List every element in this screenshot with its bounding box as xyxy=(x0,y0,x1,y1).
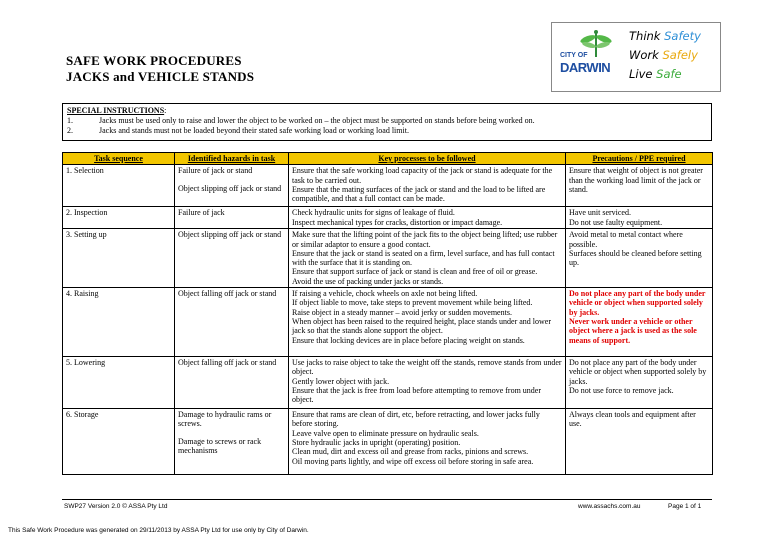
footer-version: SWP27 Version 2.0 © ASSA Pty Ltd xyxy=(64,503,168,510)
task-label: 2. Inspection xyxy=(66,208,108,218)
cell-line: Ensure that the jack is free from load before attempting to remove from under object. xyxy=(292,385,542,405)
task-label: 5. Lowering xyxy=(66,358,106,368)
hazards-cell xyxy=(175,409,289,475)
city-of-darwin-logo xyxy=(558,27,614,87)
cell-line: Object slipping off jack or stand xyxy=(178,183,282,193)
slogan-live-safe xyxy=(629,67,682,81)
hazards-cell xyxy=(175,207,289,229)
special-instruction-item xyxy=(67,126,707,136)
cell-line: Never work under a vehicle or other object where a jack is used as the sole means of support. xyxy=(569,316,697,345)
cell-line: When object has been raised to the required height, place stands under and lower jack so that the stands alone support the object. xyxy=(292,316,552,336)
slogan-accent: Safety xyxy=(664,29,701,43)
cell-line: Ensure that the mating surfaces of the jack or stand and the load to be lifted are compatible, and that a full contact can be made. xyxy=(292,184,546,204)
precautions-cell xyxy=(566,288,713,357)
item-number: 1. xyxy=(67,116,73,125)
footer-url: www.assachs.com.au xyxy=(578,503,641,510)
footer-page-number: Page 1 of 1 xyxy=(668,503,702,510)
slogan-think-safety xyxy=(629,29,701,43)
table-row xyxy=(63,409,713,475)
cell-line: Always clean tools and equipment after use. xyxy=(569,410,696,429)
cell-line: Gently lower object with jack. xyxy=(292,376,390,386)
cell-line: Raise object in a steady manner – avoid jerky or sudden movements. xyxy=(292,307,512,317)
task-label: 6. Storage xyxy=(66,410,99,420)
cell-line: Store hydraulic jacks in upright (operating) position. xyxy=(292,437,461,447)
slogan-work-safely xyxy=(629,48,698,62)
special-instruction-item xyxy=(67,116,707,126)
key-processes-cell xyxy=(289,165,566,207)
precautions-cell xyxy=(566,357,713,409)
precautions-cell xyxy=(566,207,713,229)
cell-line: Object slipping off jack or stand xyxy=(178,230,282,240)
task-sequence-cell xyxy=(63,229,175,288)
hazards-cell xyxy=(175,165,289,207)
cell-line: Inspect mechanical types for cracks, distortion or impact damage. xyxy=(292,217,503,227)
cell-line: Ensure that the safe working load capacity of the jack or stand is adequate for the task to be carried out. xyxy=(292,166,553,185)
precautions-cell xyxy=(566,229,713,288)
cell-line xyxy=(178,429,285,437)
special-instructions-box xyxy=(62,103,712,141)
key-processes-cell xyxy=(289,229,566,288)
generation-note: This Safe Work Procedure was generated on 29/11/2013 by ASSA Pty Ltd for use only by City of Darwin. xyxy=(8,527,309,534)
task-label: 4. Raising xyxy=(66,289,99,299)
cell-line: Do not place any part of the body under vehicle or object when supported solely by jacks. xyxy=(569,289,706,317)
cell-line: If raising a vehicle, chock wheels on axle not being lifted. xyxy=(292,289,478,299)
cell-line: Damage to hydraulic rams or screws. xyxy=(178,410,272,429)
cell-line: Failure of jack or stand xyxy=(178,166,253,176)
header-key-processes: Key processes to be followed xyxy=(289,153,566,165)
task-sequence-cell xyxy=(63,409,175,475)
task-label: 3. Setting up xyxy=(66,230,107,240)
city-of-darwin-logo-box xyxy=(551,22,721,92)
slogan-plain: Think xyxy=(629,29,665,43)
cell-line: Ensure that rams are clean of dirt, etc, before retracting, and lower jacks fully before storing. xyxy=(292,410,540,429)
key-processes-cell xyxy=(289,288,566,357)
table-row xyxy=(63,207,713,229)
table-row xyxy=(63,288,713,357)
key-processes-cell xyxy=(289,357,566,409)
cell-line: Surfaces should be cleaned before setting up. xyxy=(569,248,702,268)
cell-line: Check hydraulic units for signs of leakage of fluid. xyxy=(292,208,455,218)
cell-line: Object falling off jack or stand xyxy=(178,358,277,368)
special-instructions-header: SPECIAL INSTRUCTIONS: xyxy=(67,106,167,115)
task-sequence-cell xyxy=(63,288,175,357)
key-processes-cell xyxy=(289,207,566,229)
cell-line: Make sure that the lifting point of the jack fits to the object being lifted; use rubber or similar adaptor to ensure a good contact. xyxy=(292,230,558,249)
item-number: 2. xyxy=(67,126,73,135)
hazards-cell xyxy=(175,288,289,357)
precautions-cell xyxy=(566,409,713,475)
cell-line: Ensure that locking devices are in place before placing weight on stands. xyxy=(292,335,525,345)
header-identified-hazards: Identified hazards in task xyxy=(175,153,289,165)
footer-divider xyxy=(62,499,712,500)
cell-line: Do not use faulty equipment. xyxy=(569,217,663,227)
table-row xyxy=(63,165,713,207)
cell-line: Use jacks to raise object to take the weight off the stands, remove stands from under object. xyxy=(292,358,562,377)
cell-line: If object liable to move, take steps to prevent movement while being lifted. xyxy=(292,298,533,308)
cell-line xyxy=(178,176,285,184)
cell-line: Ensure that the jack or stand is seated on a firm, level surface, and has full contact with the surface that it is standing on. xyxy=(292,248,555,268)
cell-line: Do not use force to remove jack. xyxy=(569,385,674,395)
slogan-plain: Live xyxy=(629,67,657,81)
item-text: Jacks must be used only to raise and lower the object to be worked on – the object must be supported on stands before being worked on. xyxy=(99,116,535,125)
cell-line: Clean mud, dirt and excess oil and grease from racks, pinions and screws. xyxy=(292,447,529,457)
cell-line: Failure of jack xyxy=(178,208,225,218)
hazards-cell xyxy=(175,229,289,288)
slogan-accent: Safely xyxy=(662,48,698,62)
cell-line: Ensure that weight of object is not greater than the working load limit of the jack or stand. xyxy=(569,166,703,194)
document-title-line2: JACKS and VEHICLE STANDS xyxy=(66,69,255,84)
task-sequence-cell xyxy=(63,207,175,229)
procedure-table xyxy=(62,152,713,475)
task-sequence-cell xyxy=(63,165,175,207)
cell-line: Avoid the use of packing under jacks or stands. xyxy=(292,276,444,286)
logo-darwin-text: DARWIN xyxy=(560,60,611,75)
cell-line: Damage to screws or rack mechanisms xyxy=(178,436,262,455)
cell-line: Leave valve open to eliminate pressure on hydraulic seals. xyxy=(292,428,479,438)
key-processes-cell xyxy=(289,409,566,475)
item-text: Jacks and stands must not be loaded beyond their stated safe working load or working load limit. xyxy=(99,126,409,135)
header-task-sequence: Task sequence xyxy=(63,153,175,165)
cell-line: Object falling off jack or stand xyxy=(178,289,277,299)
logo-city-of-text: CITY OF xyxy=(560,52,588,59)
cell-line: Ensure that support surface of jack or stand is clean and free of oil or grease. xyxy=(292,267,538,277)
special-header-text: SPECIAL INSTRUCTIONS xyxy=(67,106,165,115)
task-sequence-cell xyxy=(63,357,175,409)
slogan-accent: Safe xyxy=(656,67,682,81)
document-title-line1: SAFE WORK PROCEDURES xyxy=(66,53,242,68)
cell-line: Have unit serviced. xyxy=(569,208,631,218)
table-row xyxy=(63,229,713,288)
precautions-cell xyxy=(566,165,713,207)
header-precautions: Precautions / PPE required xyxy=(566,153,713,165)
task-label: 1. Selection xyxy=(66,166,104,176)
table-header-row xyxy=(63,153,713,165)
slogan-plain: Work xyxy=(629,48,663,62)
cell-line: Avoid metal to metal contact where possible. xyxy=(569,230,683,249)
table-row xyxy=(63,357,713,409)
cell-line: Do not place any part of the body under vehicle or object when supported solely by jacks. xyxy=(569,358,707,386)
cell-line: Oil moving parts lightly, and wipe off excess oil before storing in safe area. xyxy=(292,456,534,466)
hazards-cell xyxy=(175,357,289,409)
